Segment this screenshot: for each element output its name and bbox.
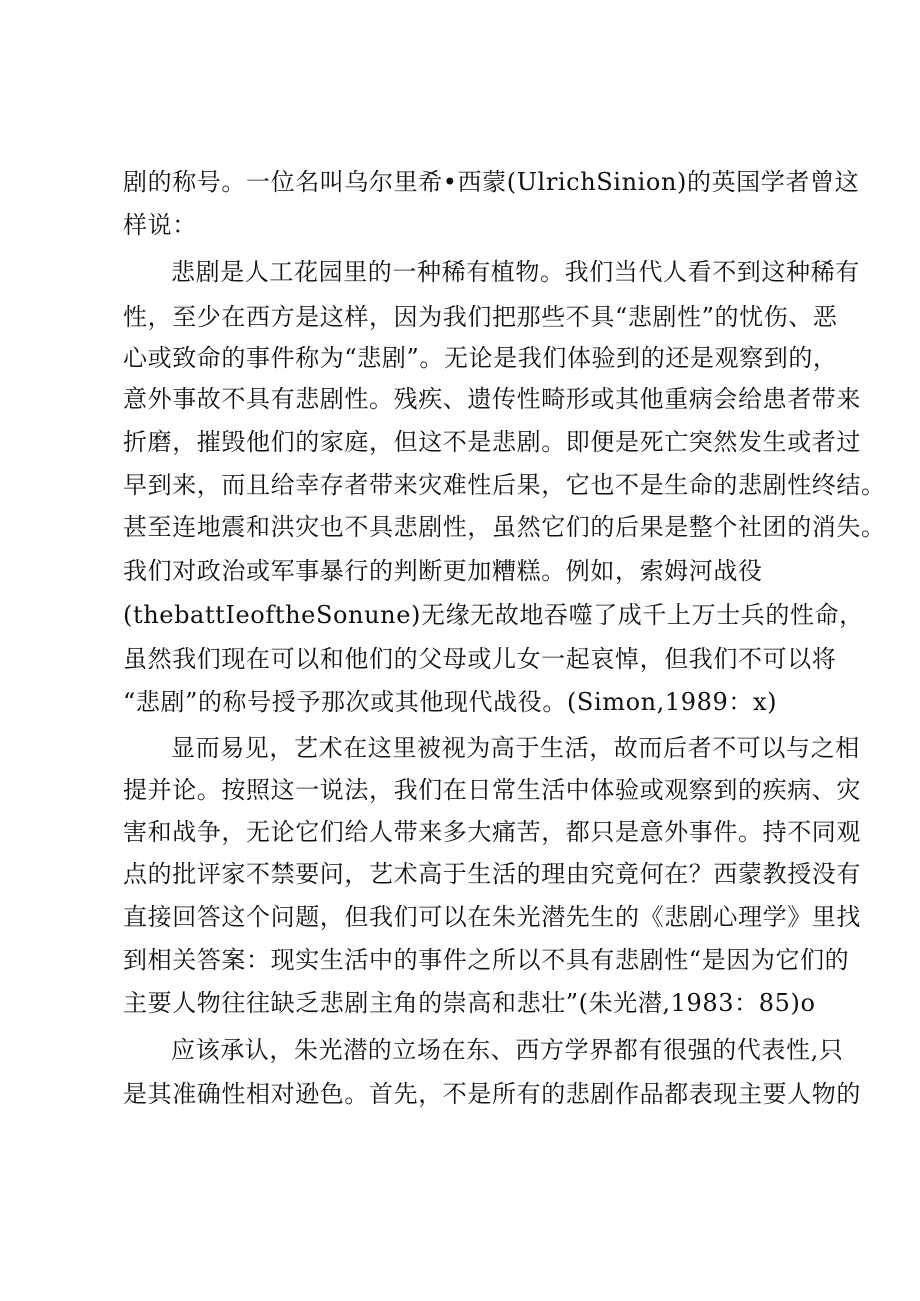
text-line: 样说： [123,211,197,239]
text-line: 意外事故不具有悲剧性。残疾、遗传性畸形或其他重病会给患者带来 [123,385,861,413]
text-line: 早到来，而且给幸存者带来灾难性后果，它也不是生命的悲剧性终结。 [123,471,886,499]
text-line: 显而易见，艺术在这里被视为高于生活，故而后者不可以与之相 [171,734,860,762]
text-line: 性，至少在西方是这样，因为我们把那些不具“悲剧性”的忧伤、恶 [123,303,838,331]
text-line: 剧的称号。一位名叫乌尔里希•西蒙(UlrichSinion)的英国学者曾这 [123,168,860,196]
text-line: “悲剧”的称号授予那次或其他现代战役。(Simon,1989：x) [123,688,778,716]
text-line: 悲剧是人工花园里的一种稀有植物。我们当代人看不到这种稀有 [171,258,860,286]
text-line: 是其准确性相对逊色。首先，不是所有的悲剧作品都表现主要人物的 [123,1080,861,1108]
text-line: 虽然我们现在可以和他们的父母或儿女一起哀悼，但我们不可以将 [123,645,837,673]
text-line: (thebattIeoftheSonune)无缘无故地吞噬了成千上万士兵的性命， [123,601,864,629]
text-line: 到相关答案：现实生活中的事件之所以不具有悲剧性“是因为它们的 [123,946,850,974]
text-line: 应该承认，朱光潜的立场在东、西方学界都有很强的代表性,只 [171,1036,844,1064]
text-line: 害和战争，无论它们给人带来多大痛苦，都只是意外事件。持不同观 [123,818,861,846]
text-line: 提并论。按照这一说法，我们在日常生活中体验或观察到的疾病、灾 [123,776,861,804]
text-line: 直接回答这个问题，但我们可以在朱光潜先生的《悲剧心理学》里找 [123,903,861,931]
text-line: 甚至连地震和洪灾也不具悲剧性，虽然它们的后果是整个社团的消失。 [123,513,886,541]
text-line: 心或致命的事件称为“悲剧”。无论是我们体验到的还是观察到的， [123,344,838,372]
text-line: 点的批评家不禁要问，艺术高于生活的理由究竟何在？西蒙教授没有 [123,860,861,888]
text-line: 折磨，摧毁他们的家庭，但这不是悲剧。即便是死亡突然发生或者过 [123,428,861,456]
text-line: 我们对政治或军事暴行的判断更加糟糕。例如，索姆河战役 [123,557,763,585]
text-line: 主要人物往往缺乏悲剧主角的崇高和悲壮”(朱光潜,1983：85)o [123,989,816,1017]
